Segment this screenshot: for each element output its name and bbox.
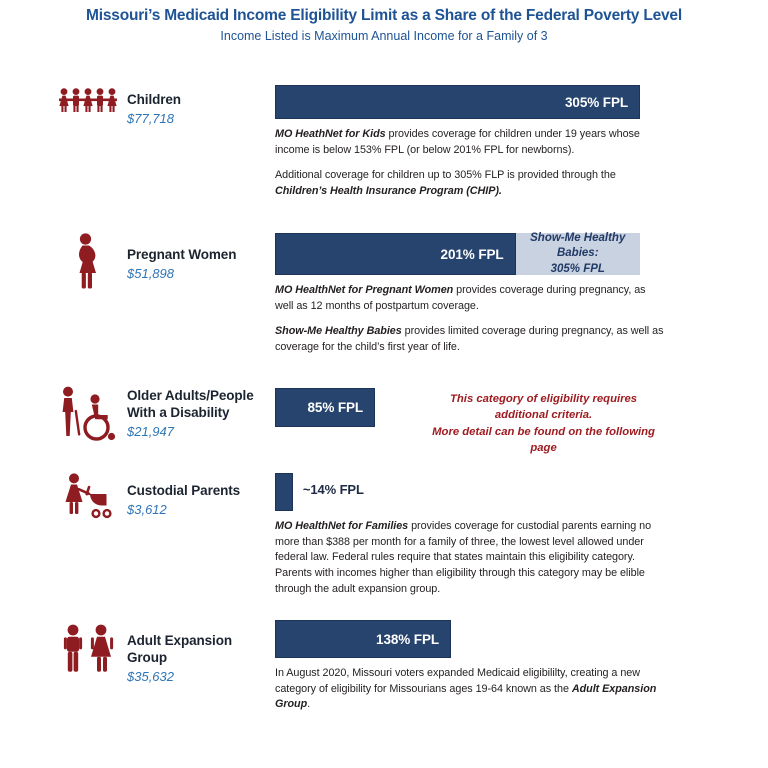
bar-show-me-healthy-babies — [516, 233, 640, 275]
row-older-adults-disability — [55, 386, 662, 457]
income-adult-expansion: $35,632 — [127, 668, 174, 684]
description-adult-expansion — [275, 666, 664, 713]
row-adult-expansion — [55, 620, 662, 713]
income-pregnant-women: $51,898 — [127, 265, 174, 281]
category-label-custodial-parents: Custodial Parents — [127, 483, 241, 498]
category-label-adult-expansion: Adult Expansion Group — [127, 633, 233, 665]
chart-header — [0, 7, 768, 43]
paragraph: Show-Me Healthy Babies provides limited coverage during pregnancy, as well as coverage for the child’s first year of life. — [275, 325, 664, 353]
bar-pregnant-women — [275, 233, 516, 275]
income-children: $77,718 — [127, 110, 174, 126]
row-custodial-parents — [55, 473, 662, 597]
row-pregnant-women — [55, 233, 662, 356]
older-adults-disability-icon — [55, 386, 120, 457]
adult-expansion-icon — [55, 620, 120, 713]
additional-criteria-note — [425, 391, 662, 457]
paragraph: Additional coverage for children up to 305% FLP is provided through the Children’s Health Insurance Program (CHIP). — [275, 169, 616, 197]
category-label-children: Children — [127, 92, 181, 107]
paragraph: MO HeathNet for Kids provides coverage for children under 19 years whose income is below 153% FPL (or below 201% FPL for newborns). — [275, 128, 640, 156]
bar-older-adults-disability — [275, 388, 375, 427]
bar-label-children: 305% FPL — [565, 94, 628, 110]
custodial-parent-icon — [55, 473, 120, 597]
description-custodial-parents — [275, 519, 664, 597]
income-custodial-parents: $3,612 — [127, 501, 167, 517]
paragraph: MO HealthNet for Pregnant Women provides coverage during pregnancy, as well as 12 months of postpartum coverage. — [275, 284, 646, 312]
note-line1: This category of eligibility requires additional criteria. — [450, 393, 638, 422]
bar-label-adult-expansion: 138% FPL — [376, 631, 440, 647]
category-label-older-adults-disability: Older Adults/People With a Disability — [127, 388, 254, 420]
bar-children — [275, 85, 640, 119]
bar-label-custodial-parents: ~14% FPL — [302, 482, 364, 497]
description-children — [275, 127, 664, 200]
children-icon — [55, 85, 120, 200]
description-pregnant-women — [275, 283, 664, 356]
bar-label-older-adults-disability: 85% FPL — [307, 400, 364, 415]
bar-custodial-parents — [275, 473, 293, 511]
paragraph: In August 2020, Missouri voters expanded Medicaid eligibililty, creating a new category of eligibility for Missourians ages 19-64 known as the Adult Expansion Group. — [275, 667, 657, 711]
secondary-bar-label-line1: Show-Me Healthy Babies: — [530, 231, 626, 260]
row-children — [55, 85, 662, 200]
page-subtitle: Income Listed is Maximum Annual Income for a Family of 3 — [220, 29, 548, 43]
note-line2: More detail can be found on the following page — [432, 425, 655, 455]
secondary-bar-label-line2: 305% FPL — [550, 262, 605, 275]
income-older-adults-disability: $21,947 — [127, 423, 174, 439]
pregnant-woman-icon — [55, 233, 120, 356]
bar-adult-expansion — [275, 620, 451, 658]
bar-label-pregnant-women: 201% FPL — [440, 246, 504, 262]
paragraph: MO HealthNet for Families provides coverage for custodial parents earning no more than $388 per month for a family of three, the lowest level allowed under federal law. Federal rules require that states maintain this eligibility category. Parents with incomes higher than eligibility through this category may be elible through the adult expansion group. — [275, 520, 652, 595]
category-label-pregnant-women: Pregnant Women — [127, 247, 237, 262]
page-title: Missouri’s Medicaid Income Eligibility Limit as a Share of the Federal Poverty Level — [86, 7, 682, 24]
